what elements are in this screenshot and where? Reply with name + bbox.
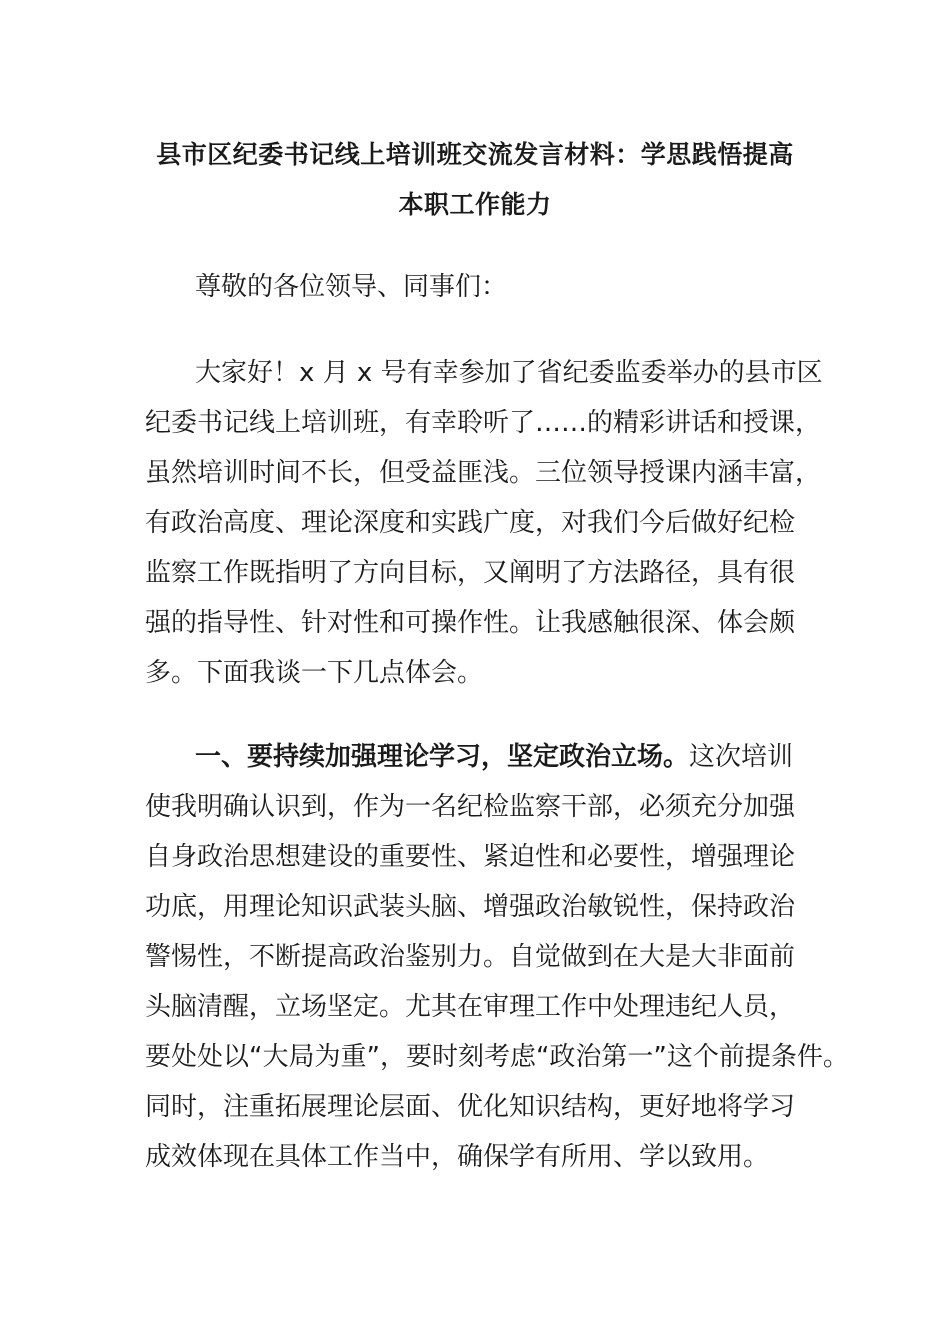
salutation: 尊敬的各位领导、同事们： — [195, 272, 508, 302]
intro-line-6: 强的指导性、针对性和可操作性。让我感触很深、体会颇 — [145, 608, 796, 638]
section-1-line-6: 头脑清醒，立场坚定。尤其在审理工作中处理违纪人员， — [145, 992, 796, 1022]
intro-line-4: 有政治高度、理论深度和实践广度，对我们今后做好纪检 — [145, 508, 796, 538]
section-1-line-4: 功底，用理论知识武装头脑、增强政治敏锐性，保持政治 — [145, 892, 796, 922]
section-1-line-3: 自身政治思想建设的重要性、紧迫性和必要性，增强理论 — [145, 842, 796, 872]
section-1-line-5: 警惕性，不断提高政治鉴别力。自觉做到在大是大非面前 — [145, 942, 796, 972]
section-1-line-9: 成效体现在具体工作当中，确保学有所用、学以致用。 — [145, 1142, 770, 1172]
section-1-first-line-rest: 这次培训 — [689, 742, 794, 772]
intro-line-1: 大家好！x 月 x 号有幸参加了省纪委监委举办的县市区 — [195, 358, 823, 388]
section-1-heading: 一、要持续加强理论学习，坚定政治立场。 — [195, 742, 690, 772]
intro-line-3: 虽然培训时间不长，但受益匪浅。三位领导授课内涵丰富， — [145, 458, 822, 488]
document-title-line-1: 县市区纪委书记线上培训班交流发言材料：学思践悟提高 — [156, 140, 794, 169]
section-1-line-2: 使我明确认识到，作为一名纪检监察干部，必须充分加强 — [145, 792, 796, 822]
intro-line-5: 监察工作既指明了方向目标，又阐明了方法路径，具有很 — [145, 558, 796, 588]
intro-line-2: 纪委书记线上培训班，有幸聆听了……的精彩讲话和授课， — [145, 408, 822, 438]
section-1-line-7: 要处处以“大局为重”，要时刻考虑“政治第一”这个前提条件。 — [145, 1042, 849, 1072]
document-title-line-2: 本职工作能力 — [398, 190, 552, 219]
section-1-first-line — [195, 740, 793, 774]
intro-line-7: 多。下面我谈一下几点体会。 — [145, 658, 484, 688]
section-1-line-8: 同时，注重拓展理论层面、优化知识结构，更好地将学习 — [145, 1092, 796, 1122]
